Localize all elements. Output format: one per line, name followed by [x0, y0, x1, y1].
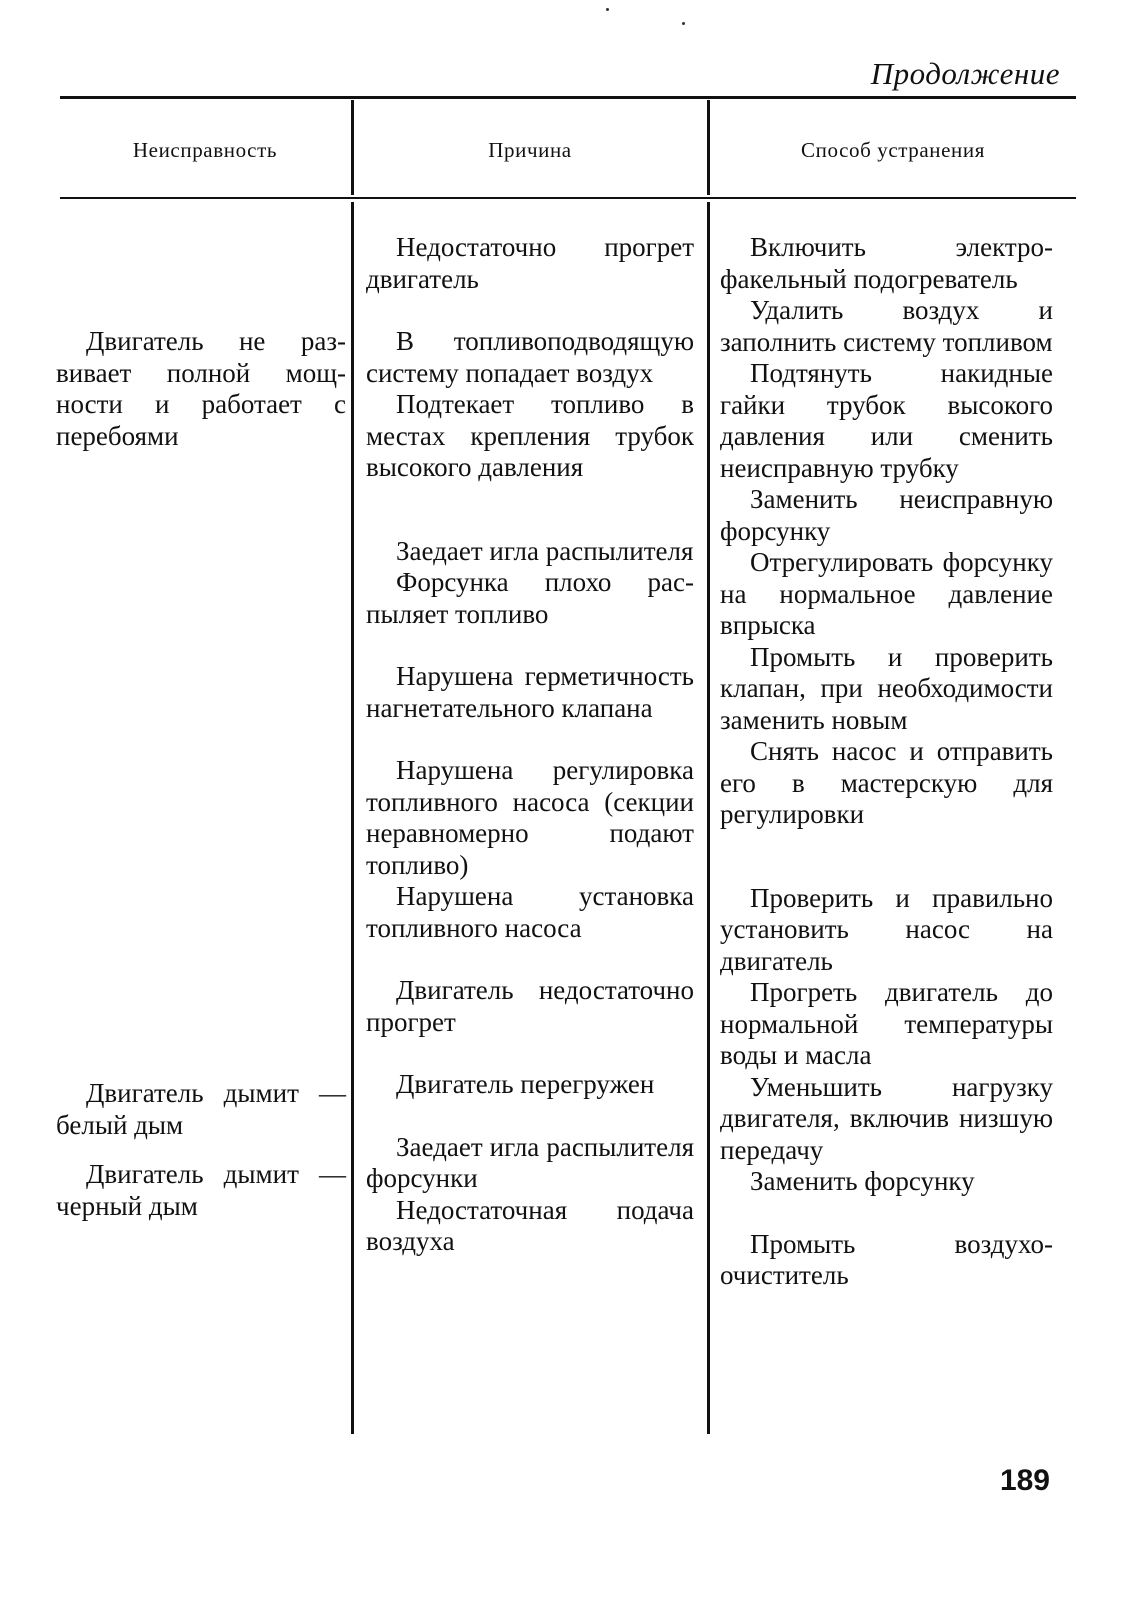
- cause-cell: В топливоподводящую систему попадает воздух: [366, 326, 694, 388]
- cause-cell: Заедает игла распылителя: [396, 535, 694, 566]
- remedy-cell: Подтянуть накидные гайки трубок высокого давления или сменить неисправную трубку: [720, 358, 1053, 483]
- remedy-cell: Уменьшить нагрузку двигателя, включив низшую передачу: [720, 1071, 1053, 1165]
- column-divider-1: [351, 202, 354, 1434]
- column-divider-2: [707, 202, 710, 1434]
- cause-cell: Нарушена регулировка топливного насоса (секции неравномерно подают топливо): [366, 755, 694, 880]
- cause-cell: Подтекает топливо в местах крепления трубок высокого давления: [366, 389, 694, 482]
- remedy-cell: Проверить и правильно установить насос на двигатель: [720, 882, 1053, 976]
- cause-cell: Форсунка плохо распыляет топливо: [366, 567, 694, 629]
- cause-cell: Двигатель недостаточно прогрет: [366, 975, 694, 1037]
- remedy-cell: Прогреть двигатель до нормальной температуры воды и масла: [720, 977, 1053, 1070]
- fault-column: [56, 232, 346, 1222]
- remedy-cell: Промыть и проверить клапан, при необходимости заменить новым: [720, 641, 1053, 735]
- remedy-column: [720, 232, 1053, 1292]
- table-top-rule: [60, 96, 1076, 99]
- page-number: 189: [999, 1464, 1050, 1497]
- remedy-cell: Заменить неисправную форсунку: [720, 484, 1053, 546]
- cause-cell: Нарушена установка топливного насоса: [366, 881, 694, 943]
- header-cause: Причина: [488, 138, 572, 162]
- continuation-label: Продолжение: [870, 56, 1060, 91]
- fault-cell: Двигатель дымит — черный дым: [56, 1159, 346, 1221]
- cause-cell: Нарушена герметичность нагнетательного клапана: [366, 661, 694, 723]
- header-fault: Неисправность: [132, 138, 278, 162]
- cause-cell: Заедает игла распылителя форсунки: [366, 1131, 694, 1193]
- cause-cell: Недостаточная подача воздуха: [366, 1194, 694, 1256]
- remedy-cell: Заменить форсунку: [750, 1166, 975, 1196]
- header-remedy: Способ устранения: [801, 138, 985, 162]
- fault-cell: Двигатель дымит — белый дым: [56, 1078, 346, 1140]
- header-bottom-rule: [60, 197, 1076, 199]
- remedy-cell: Промыть воздухоочиститель: [720, 1228, 1053, 1290]
- remedy-cell: Удалить воздух и заполнить систему топливом: [720, 295, 1053, 357]
- cause-cell: Недостаточно прогрет двигатель: [366, 232, 694, 294]
- remedy-cell: Снять насос и отправить его в мастерскую для регулировки: [720, 736, 1053, 829]
- remedy-cell: Включить электрофакельный подогреватель: [720, 232, 1053, 294]
- cause-column: [366, 232, 694, 1258]
- fault-cell: Двигатель не развивает полной мощности и работает с перебоями: [56, 326, 346, 451]
- cause-cell: Двигатель перегружен: [396, 1069, 655, 1099]
- remedy-cell: Отрегулировать форсунку на нормальное давление впрыска: [720, 547, 1053, 640]
